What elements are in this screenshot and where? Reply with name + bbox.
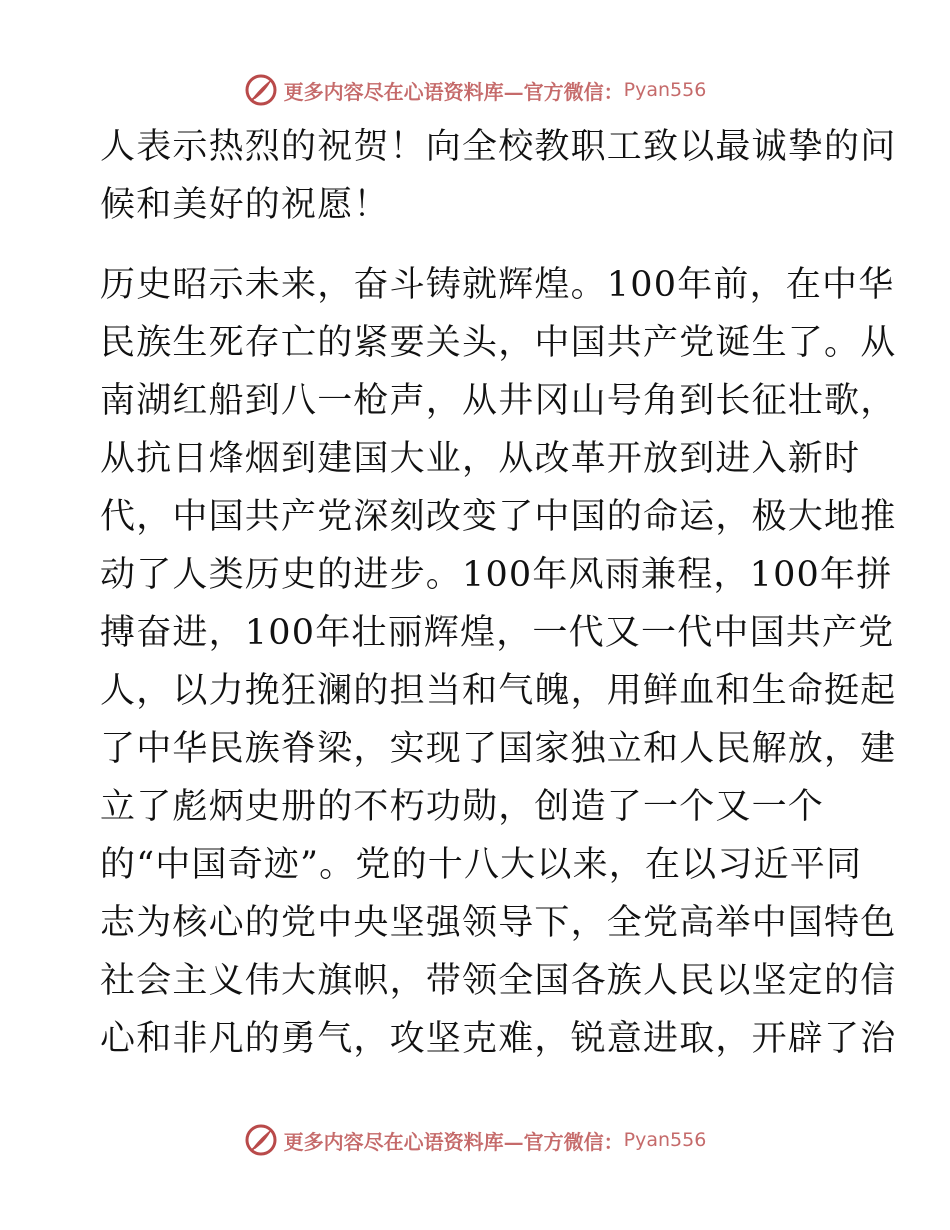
watermark-account: Pyan556 (623, 79, 707, 101)
text-line: 候和美好的祝愿！ (100, 185, 390, 225)
paragraph (100, 256, 897, 1068)
text-line: 心和非凡的勇气，攻坚克难，锐意进取，开辟了治 (100, 1019, 897, 1059)
text-line: 了中华民族脊梁，实现了国家独立和人民解放，建 (100, 729, 897, 769)
watermark-account: Pyan556 (623, 1129, 707, 1151)
text-line: 南湖红船到八一枪声，从井冈山号角到长征壮歌， (100, 381, 897, 421)
text-line: 的“中国奇迹”。党的十八大以来，在以习近平同 (100, 845, 863, 885)
text-line: 志为核心的党中央坚强领导下，全党高举中国特色 (100, 903, 897, 943)
text-line: 搏奋进，100年壮丽辉煌，一代又一代中国共产党 (100, 613, 895, 653)
text-line: 民族生死存亡的紧要关头，中国共产党诞生了。从 (100, 323, 897, 363)
text-line: 人，以力挽狂澜的担当和气魄，用鲜血和生命挺起 (100, 671, 897, 711)
paragraph (100, 118, 897, 234)
text-line: 立了彪炳史册的不朽功勋，创造了一个又一个 (100, 787, 825, 827)
quill-logo-icon (244, 73, 278, 107)
quill-logo-icon (244, 1123, 278, 1157)
text-line: 人表示热烈的祝贺！向全校教职工致以最诚挚的问 (100, 127, 897, 167)
document-body (100, 118, 897, 1068)
text-line: 历史昭示未来，奋斗铸就辉煌。100年前，在中华 (100, 265, 895, 305)
footer-watermark (0, 1120, 950, 1160)
text-line: 代，中国共产党深刻改变了中国的命运，极大地推 (100, 497, 897, 537)
header-watermark (0, 70, 950, 110)
text-line: 从抗日烽烟到建国大业，从改革开放到进入新时 (100, 439, 861, 479)
watermark-text: 更多内容尽在心语资料库—官方微信： (283, 79, 624, 104)
text-line: 动了人类历史的进步。100年风雨兼程，100年拼 (100, 555, 893, 595)
text-line: 社会主义伟大旗帜，带领全国各族人民以坚定的信 (100, 961, 897, 1001)
watermark-text: 更多内容尽在心语资料库—官方微信： (283, 1129, 624, 1154)
